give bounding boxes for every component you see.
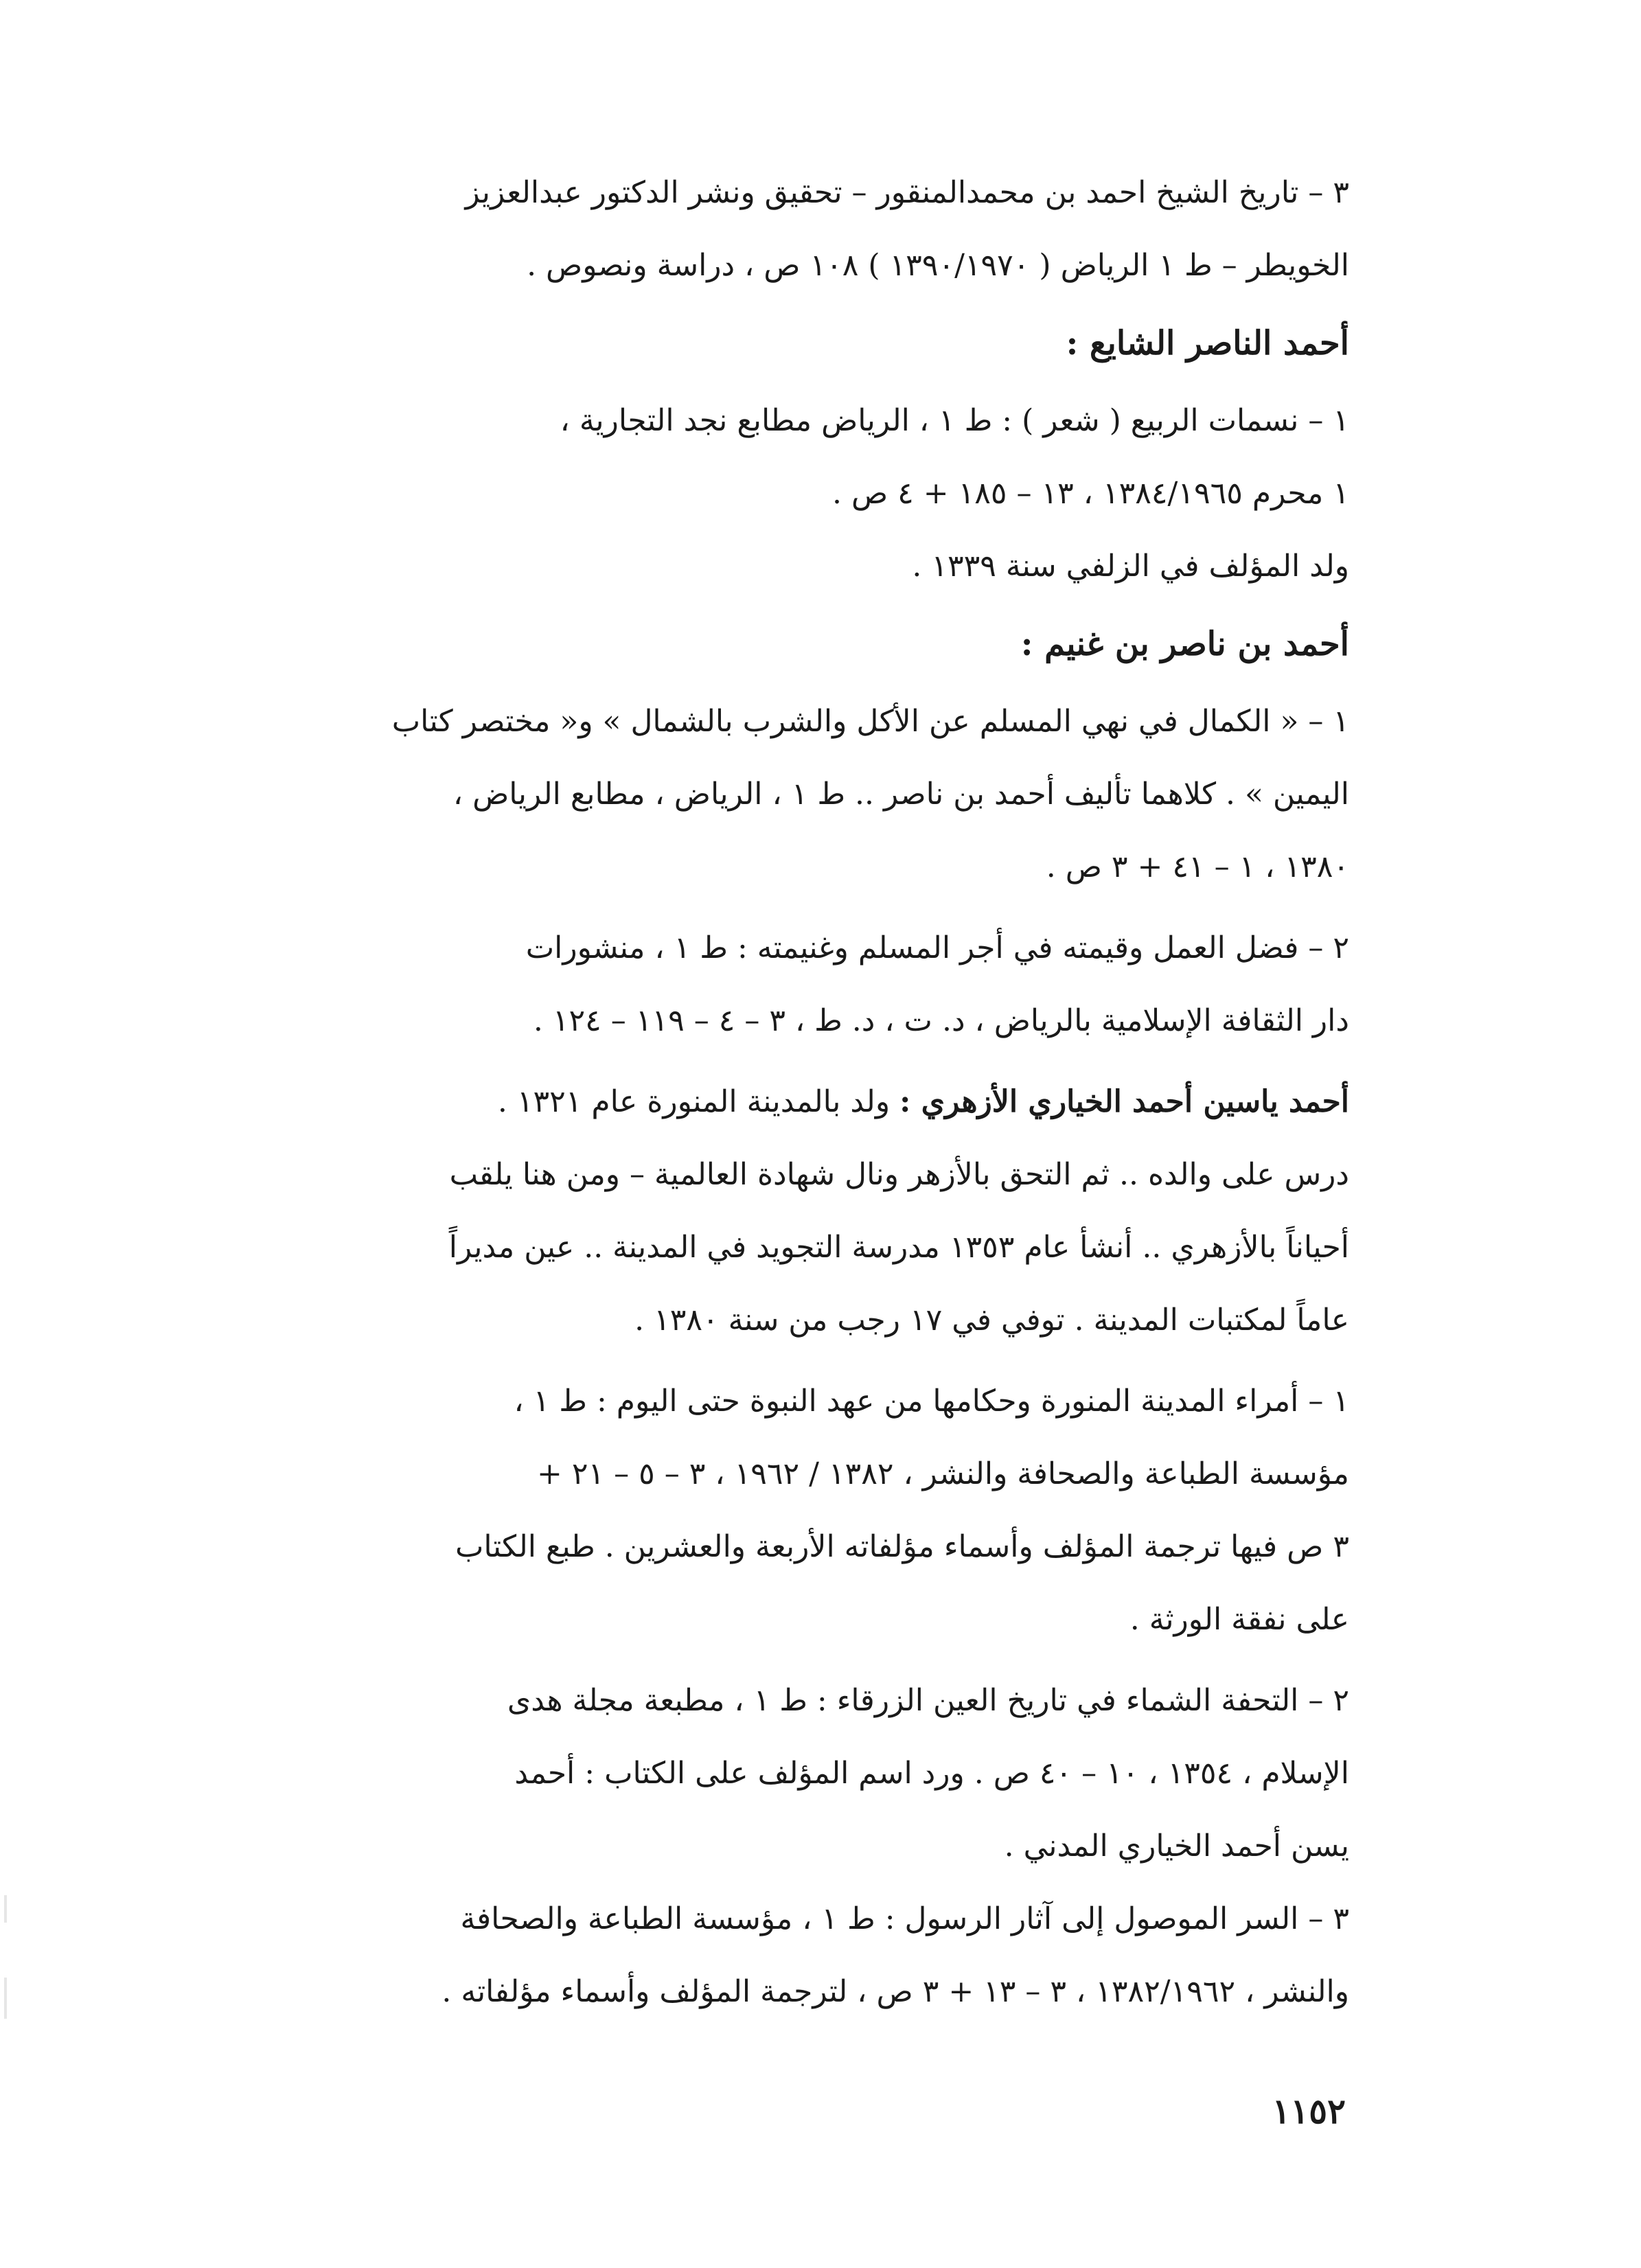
entry-alkamal [278,685,1349,904]
text-line: عاماً لمكتبات المدينة . توفي في ١٧ رجب من سنة ١٣٨٠ . [634,1303,1349,1338]
author-heading-alshaya: أحمد الناصر الشايع : [1066,324,1349,363]
text-line: ٣ ص فيها ترجمة المؤلف وأسماء مؤلفاته الأربعة والعشرين . طبع الكتاب [455,1529,1349,1564]
author-heading-ghunaim: أحمد بن ناصر بن غنيم : [1020,625,1349,663]
text-line: على نفقة الورثة . [1129,1602,1349,1637]
text-line: ١ محرم ١٣٨٤/١٩٦٥ ، ١٣ – ١٨٥ + ٤ ص . [832,476,1349,511]
text-line: ١ – نسمات الربيع ( شعر ) : ط ١ ، الرياض مطابع نجد التجارية ، [560,403,1349,438]
entry-menqour-history [278,157,1349,302]
entry-fadl-alamal [278,912,1349,1057]
entry-umara-almadina [278,1365,1349,1656]
text-line: مؤسسة الطباعة والصحافة والنشر ، ١٣٨٢ / ١٩٦٢ ، ٣ – ٥ – ٢١ + [537,1456,1349,1491]
text-line: يسن أحمد الخياري المدني . [1004,1829,1349,1864]
text-line: أحياناً بالأزهري .. أنشأ عام ١٣٥٣ مدرسة التجويد في المدينة .. عين مديراً [448,1230,1349,1265]
author-heading-alkhayari: أحمد ياسين أحمد الخياري الأزهري : [899,1084,1349,1119]
text-line: والنشر ، ١٣٨٢/١٩٦٢ ، ٣ – ١٣ + ٣ ص ، لترجمة المؤلف وأسماء مؤلفاته . [441,1974,1349,2009]
author-heading-line [278,1066,1349,1138]
entry-nasamat-alrabee [278,385,1349,603]
text-column [278,157,1349,2028]
text-line: ١ – أمراء المدينة المنورة وحكامها من عهد النبوة حتى اليوم : ط ١ ، [514,1384,1349,1419]
text-line: ٢ – فضل العمل وقيمته في أجر المسلم وغنيمته : ط ١ ، منشورات [525,930,1349,965]
text-line: ١٣٨٠ ، ١ – ٤١ + ٣ ص . [1046,849,1349,884]
text-line: الإسلام ، ١٣٥٤ ، ١٠ – ٤٠ ص . ورد اسم المؤلف على الكتاب : أحمد [514,1756,1349,1791]
entry-alsirr-almawsool [278,1883,1349,2028]
text-line: ٣ – السر الموصول إلى آثار الرسول : ط ١ ، مؤسسة الطباعة والصحافة [460,1901,1349,1936]
entry-altuhfa [278,1664,1349,1883]
text-line: ١ – « الكمال في نهي المسلم عن الأكل والشرب بالشمال » و« مختصر كتاب [391,704,1349,739]
text-line: اليمين » . كلاهما تأليف أحمد بن ناصر .. ط ١ ، الرياض ، مطابع الرياض ، [452,777,1349,812]
text-line: الخويطر – ط ١ الرياض ( ١٣٩٠/١٩٧٠ ) ١٠٨ ص ، دراسة ونصوص . [527,248,1349,283]
bio-text: ولد بالمدينة المنورة عام ١٣٢١ . [497,1084,900,1119]
text-line: ولد المؤلف في الزلفي سنة ١٣٣٩ . [912,549,1349,584]
text-line: ٣ – تاريخ الشيخ احمد بن محمدالمنقور – تحقيق ونشر الدكتور عبدالعزيز [465,175,1349,210]
page-number: ١١٥٢ [1272,2091,1346,2131]
scan-edge-mark [4,1895,7,1923]
author-bio-alkhayari [278,1066,1349,1357]
text-line: ٢ – التحفة الشماء في تاريخ العين الزرقاء : ط ١ ، مطبعة مجلة هدى [507,1683,1349,1718]
text-line: درس على والده .. ثم التحق بالأزهر ونال شهادة العالمية – ومن هنا يلقب [449,1157,1349,1192]
scan-edge-mark [4,1978,7,2019]
text-line: دار الثقافة الإسلامية بالرياض ، د. ت ، د. ط ، ٣ – ٤ – ١١٩ – ١٢٤ . [533,1003,1349,1038]
